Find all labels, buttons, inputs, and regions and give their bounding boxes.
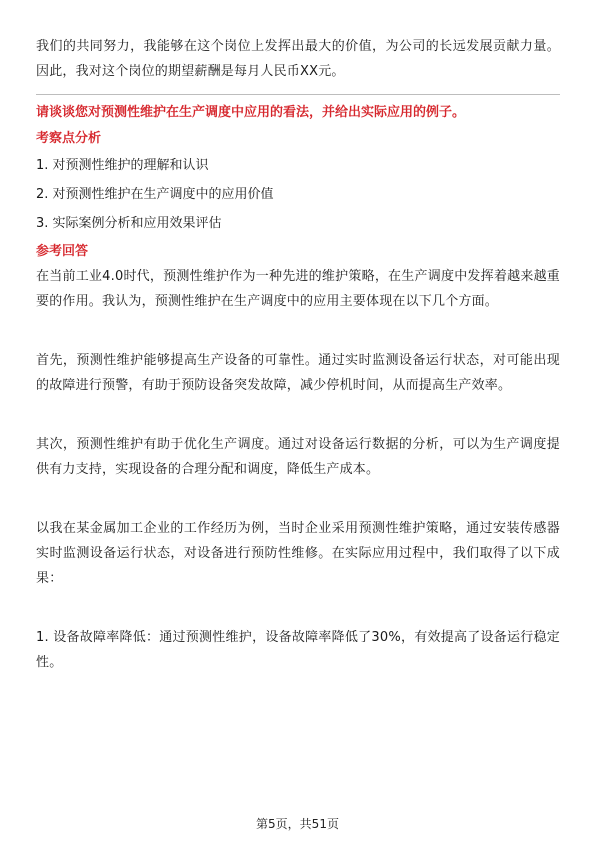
answer-paragraph: 首先，预测性维护能够提高生产设备的可靠性。通过实时监测设备运行状态，对可能出现的故障进行预警，有助于预防设备突发故障，减少停机时间，从而提高生产效率。 xyxy=(36,353,560,393)
answer-heading: 参考回答 xyxy=(36,244,89,259)
interview-question: 请谈谈您对预测性维护在生产调度中应用的看法，并给出实际应用的例子。 xyxy=(36,105,466,120)
answer-paragraph: 其次，预测性维护有助于优化生产调度。通过对设备运行数据的分析，可以为生产调度提供有力支持，实现设备的合理分配和调度，降低生产成本。 xyxy=(36,437,560,477)
section-divider xyxy=(36,94,560,95)
answer-paragraph: 1. 设备故障率降低：通过预测性维护，设备故障率降低了30%，有效提高了设备运行稳定性。 xyxy=(36,630,560,670)
page-content xyxy=(36,34,560,675)
analysis-point: 1. 对预测性维护的理解和认识 xyxy=(36,158,209,173)
analysis-heading: 考察点分析 xyxy=(36,131,102,146)
analysis-point: 3. 实际案例分析和应用效果评估 xyxy=(36,216,222,231)
page-number: 第5页，共51页 xyxy=(256,817,339,831)
analysis-point: 2. 对预测性维护在生产调度中的应用价值 xyxy=(36,187,274,202)
intro-paragraph: 我们的共同努力，我能够在这个岗位上发挥出最大的价值，为公司的长远发展贡献力量。因此，我对这个岗位的期望薪酬是每月人民币XX元。 xyxy=(36,39,560,79)
answer-paragraph: 以我在某金属加工企业的工作经历为例，当时企业采用预测性维护策略，通过安装传感器实时监测设备运行状态，对设备进行预防性维修。在实际应用过程中，我们取得了以下成果： xyxy=(36,521,560,586)
answer-paragraph: 在当前工业4.0时代，预测性维护作为一种先进的维护策略，在生产调度中发挥着越来越重要的作用。我认为，预测性维护在生产调度中的应用主要体现在以下几个方面。 xyxy=(36,269,560,309)
